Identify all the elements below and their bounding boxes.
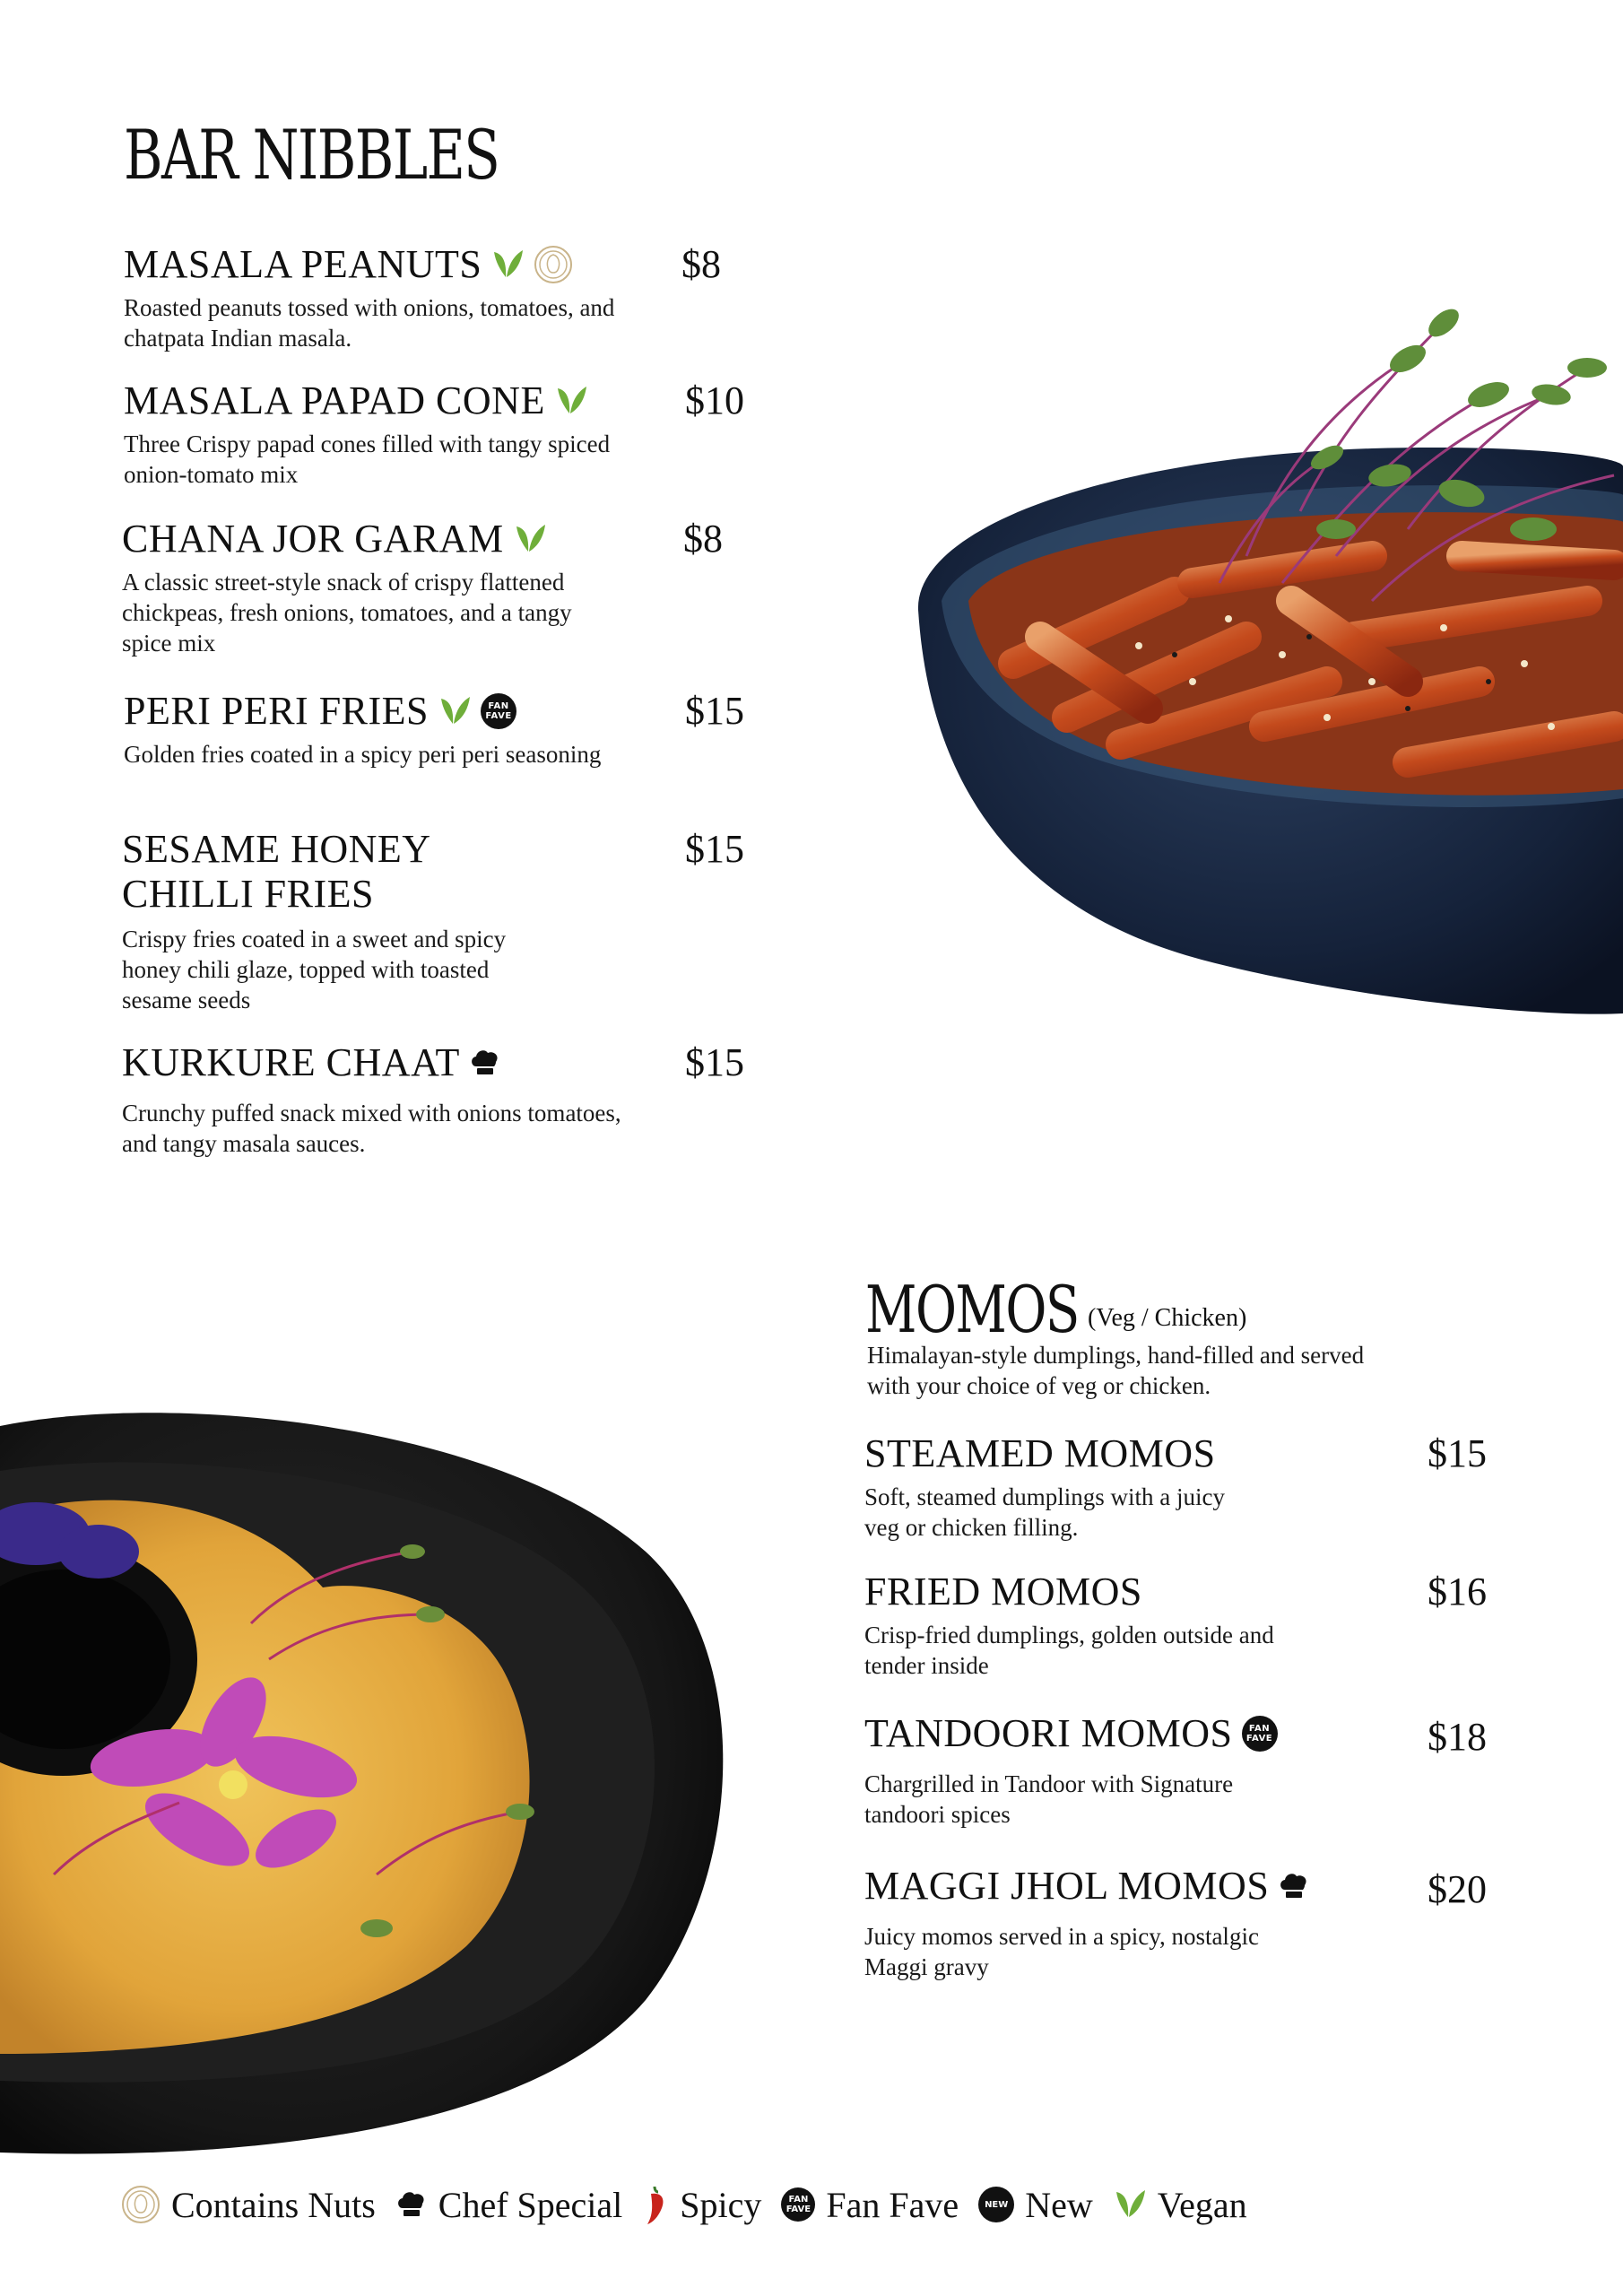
contains-nuts-icon <box>534 245 573 284</box>
vegan-icon <box>1113 2187 1147 2222</box>
legend-item-new <box>978 2184 1093 2226</box>
item-description: Three Crispy papad cones filled with tangy spiced onion-tomato mix <box>124 430 611 488</box>
momos-header <box>865 1272 1601 1347</box>
chef-special-icon <box>1278 1870 1310 1902</box>
item-description: Soft, steamed dumplings with a juicy veg or chicken filling. <box>864 1483 1225 1541</box>
vegan-icon <box>513 521 547 557</box>
legend-item-vegan <box>1113 2184 1247 2226</box>
item-price: $15 <box>685 1040 744 1084</box>
item-description: A classic street-style snack of crispy flattened chickpeas, fresh onions, tomatoes, and a tangy spice mix <box>122 569 572 657</box>
item-description: Crunchy puffed snack mixed with onions tomatoes, and tangy masala sauces. <box>122 1100 621 1157</box>
chef-special-icon <box>469 1047 501 1079</box>
legend-item-spicy <box>642 2183 761 2226</box>
item-price: $18 <box>1428 1715 1487 1759</box>
item-price: $8 <box>681 242 721 286</box>
item-price: $15 <box>685 827 744 871</box>
item-name: MAGGI JHOL MOMOS <box>864 1864 1270 1908</box>
item-price: $15 <box>685 689 744 733</box>
menu-item-peri-peri-fries <box>124 689 626 770</box>
menu-item-masala-peanuts <box>124 242 626 353</box>
item-name: PERI PERI FRIES <box>124 689 430 733</box>
menu-item-fried-momos <box>864 1570 1367 1681</box>
item-price: $10 <box>685 378 744 422</box>
item-description: Roasted peanuts tossed with onions, tomatoes, and chatpata Indian masala. <box>124 294 615 352</box>
item-name: MASALA PAPAD CONE <box>124 378 545 422</box>
chef-special-icon <box>395 2188 428 2221</box>
momos-title: MOMOS <box>865 1272 1079 1347</box>
item-name: STEAMED MOMOS <box>864 1431 1216 1475</box>
vegan-icon <box>554 383 588 419</box>
item-price: $8 <box>683 517 723 561</box>
menu-item-steamed-momos <box>864 1431 1367 1543</box>
legend-item-contains-nuts <box>121 2184 376 2226</box>
fan-fave-icon: FAN FAVE <box>481 693 516 729</box>
new-icon: NEW <box>978 2187 1014 2222</box>
menu-item-chana-jor-garam <box>122 517 624 658</box>
menu-item-sesame-honey-chilli-fries <box>122 827 624 1015</box>
icon-legend <box>121 2183 1254 2226</box>
chili-icon <box>642 2183 669 2226</box>
item-description: Juicy momos served in a spicy, nostalgic Maggi gravy <box>864 1923 1259 1980</box>
item-name-line-2: CHILLI FRIES <box>122 872 374 916</box>
item-price: $20 <box>1428 1867 1487 1911</box>
legend-label: Vegan <box>1157 2184 1247 2225</box>
menu-item-tandoori-momos <box>864 1711 1402 1830</box>
legend-label: Fan Fave <box>826 2184 959 2225</box>
item-name: FRIED MOMOS <box>864 1570 1142 1613</box>
item-name: TANDOORI MOMOS <box>864 1711 1233 1755</box>
legend-item-chef-special <box>395 2184 623 2226</box>
item-description: Crisp-fried dumplings, golden outside and tender inside <box>864 1622 1274 1679</box>
vegan-icon <box>438 693 472 729</box>
menu-item-kurkure-chaat <box>122 1040 624 1159</box>
fries-bowl-photo <box>906 260 1623 1031</box>
bar-nibbles-title: BAR NIBBLES <box>124 115 499 195</box>
vegan-icon <box>490 247 525 283</box>
legend-label: New <box>1025 2184 1093 2225</box>
item-name: MASALA PEANUTS <box>124 242 482 286</box>
momos-plate-photo <box>0 1372 744 2161</box>
item-description: Crispy fries coated in a sweet and spicy honey chili glaze, topped with toasted sesame seeds <box>122 926 507 1013</box>
item-name-line-1: SESAME HONEY <box>122 827 431 871</box>
fan-fave-icon: FAN FAVE <box>781 2187 815 2222</box>
item-name: CHANA JOR GARAM <box>122 517 504 561</box>
momos-intro: Himalayan-style dumplings, hand-filled and served with your choice of veg or chicken. <box>867 1342 1365 1399</box>
legend-item-fan-fave <box>781 2184 959 2226</box>
fan-fave-icon: FAN FAVE <box>1242 1716 1278 1752</box>
item-name: KURKURE CHAAT <box>122 1040 460 1084</box>
legend-label: Spicy <box>680 2184 762 2225</box>
item-price: $15 <box>1428 1431 1487 1475</box>
contains-nuts-icon <box>121 2185 161 2224</box>
item-price: $16 <box>1428 1570 1487 1613</box>
item-description: Golden fries coated in a spicy peri peri seasoning <box>124 741 602 768</box>
menu-item-masala-papad-cone <box>124 378 626 490</box>
menu-item-maggi-jhol-momos <box>864 1864 1402 1982</box>
legend-label: Contains Nuts <box>171 2184 376 2225</box>
item-description: Chargrilled in Tandoor with Signature tandoori spices <box>864 1770 1234 1828</box>
legend-label: Chef Special <box>438 2184 623 2225</box>
momos-subtitle: (Veg / Chicken) <box>1088 1304 1247 1332</box>
